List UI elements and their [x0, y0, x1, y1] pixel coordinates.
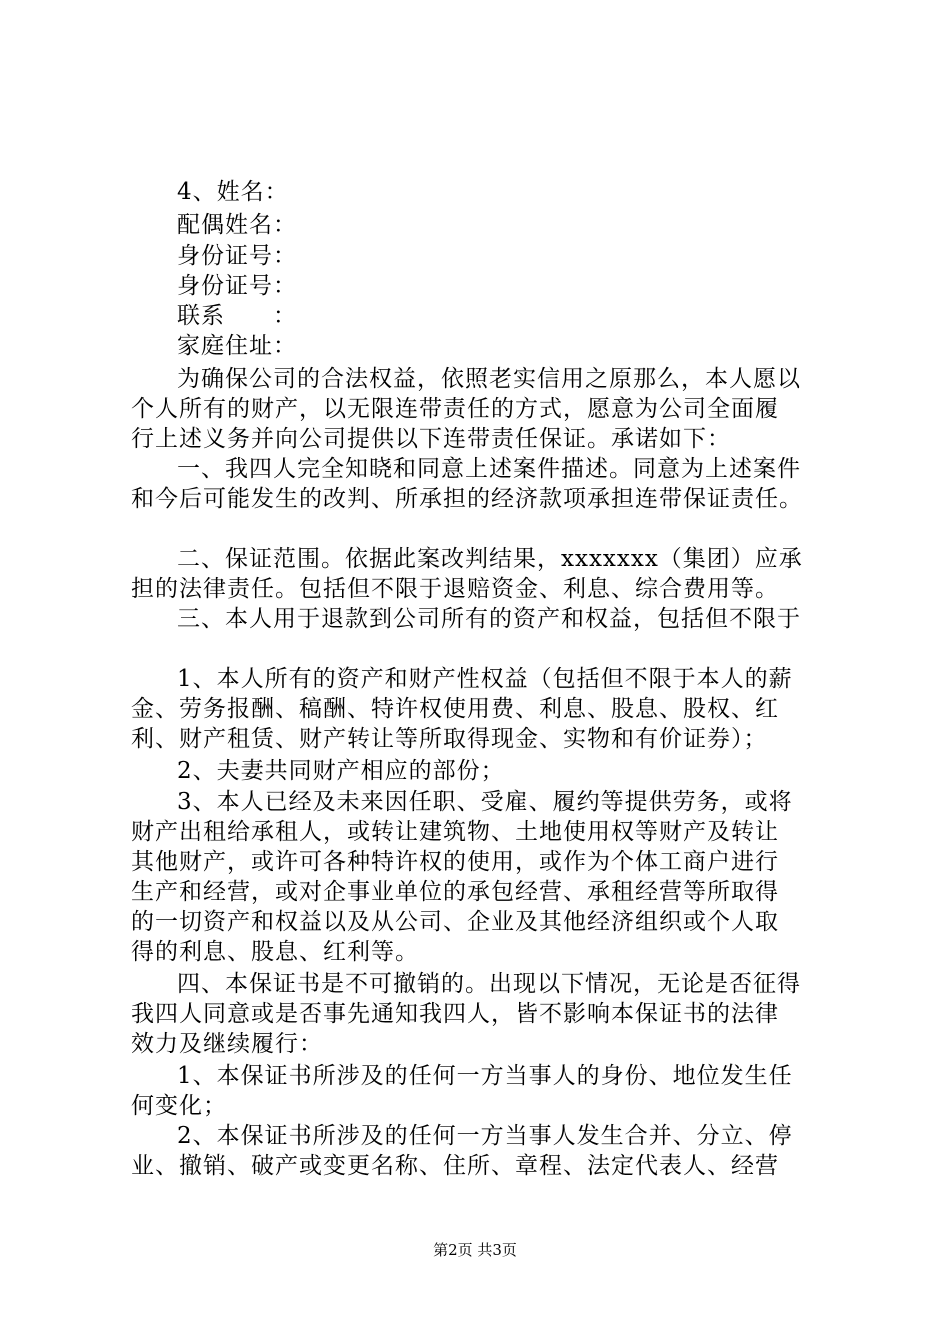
paragraph-line: 一、我四人完全知晓和同意上述案件描述。同意为上述案件: [177, 456, 801, 482]
paragraph-line: 2、夫妻共同财产相应的部份；: [177, 758, 505, 784]
paragraph-line: 三、本人用于退款到公司所有的资产和权益，包括但不限于: [177, 606, 801, 632]
field-spouse-name: 配偶姓名：: [177, 212, 297, 238]
field-home-address: 家庭住址：: [177, 333, 297, 359]
paragraph-line: 行上述义务并向公司提供以下连带责任保证。承诺如下：: [131, 426, 731, 452]
paragraph-line: 和今后可能发生的改判、所承担的经济款项承担连带保证责任。: [131, 486, 803, 512]
paragraph-line: 生产和经营，或对企事业单位的承包经营、承租经营等所取得: [131, 879, 779, 905]
paragraph-line: 得的利息、股息、红利等。: [131, 939, 419, 965]
paragraph-line: 个人所有的财产，以无限连带责任的方式，愿意为公司全面履: [131, 396, 779, 422]
paragraph-line: 财产出租给承租人，或转让建筑物、土地使用权等财产及转让: [131, 819, 779, 845]
paragraph-line: 我四人同意或是否事先通知我四人，皆不影响本保证书的法律: [131, 1001, 779, 1027]
paragraph-line: 金、劳务报酬、稿酬、特许权使用费、利息、股息、股权、红: [131, 696, 779, 722]
paragraph-line: 的一切资产和权益以及从公司、企业及其他经济组织或个人取: [131, 909, 779, 935]
field-id-number-2: 身份证号：: [177, 273, 297, 299]
field-contact: 联系 ：: [177, 303, 297, 329]
paragraph-line: 1、本保证书所涉及的任何一方当事人的身份、地位发生任: [177, 1063, 793, 1089]
paragraph-line: 为确保公司的合法权益，依照老实信用之原那么，本人愿以: [177, 366, 801, 392]
page-number-footer: 第2页 共3页: [433, 1241, 517, 1259]
paragraph-line: 二、保证范围。依据此案改判结果，xxxxxxx（集团）应承: [177, 546, 803, 572]
paragraph-line: 效力及继续履行：: [131, 1031, 323, 1057]
field-name: 4、姓名：: [177, 179, 289, 205]
paragraph-line: 担的法律责任。包括但不限于退赔资金、利息、综合费用等。: [131, 576, 779, 602]
paragraph-line: 四、本保证书是不可撤销的。出现以下情况，无论是否征得: [177, 971, 801, 997]
field-id-number: 身份证号：: [177, 243, 297, 269]
paragraph-line: 3、本人已经及未来因任职、受雇、履约等提供劳务，或将: [177, 789, 793, 815]
paragraph-line: 利、财产租赁、财产转让等所取得现金、实物和有价证券）；: [131, 726, 768, 752]
paragraph-line: 2、本保证书所涉及的任何一方当事人发生合并、分立、停: [177, 1123, 793, 1149]
paragraph-line: 1、本人所有的资产和财产性权益（包括但不限于本人的薪: [177, 666, 793, 692]
paragraph-line: 其他财产，或许可各种特许权的使用，或作为个体工商户进行: [131, 849, 779, 875]
paragraph-line: 业、撤销、破产或变更名称、住所、章程、法定代表人、经营: [131, 1153, 779, 1179]
paragraph-line: 何变化；: [131, 1093, 227, 1119]
